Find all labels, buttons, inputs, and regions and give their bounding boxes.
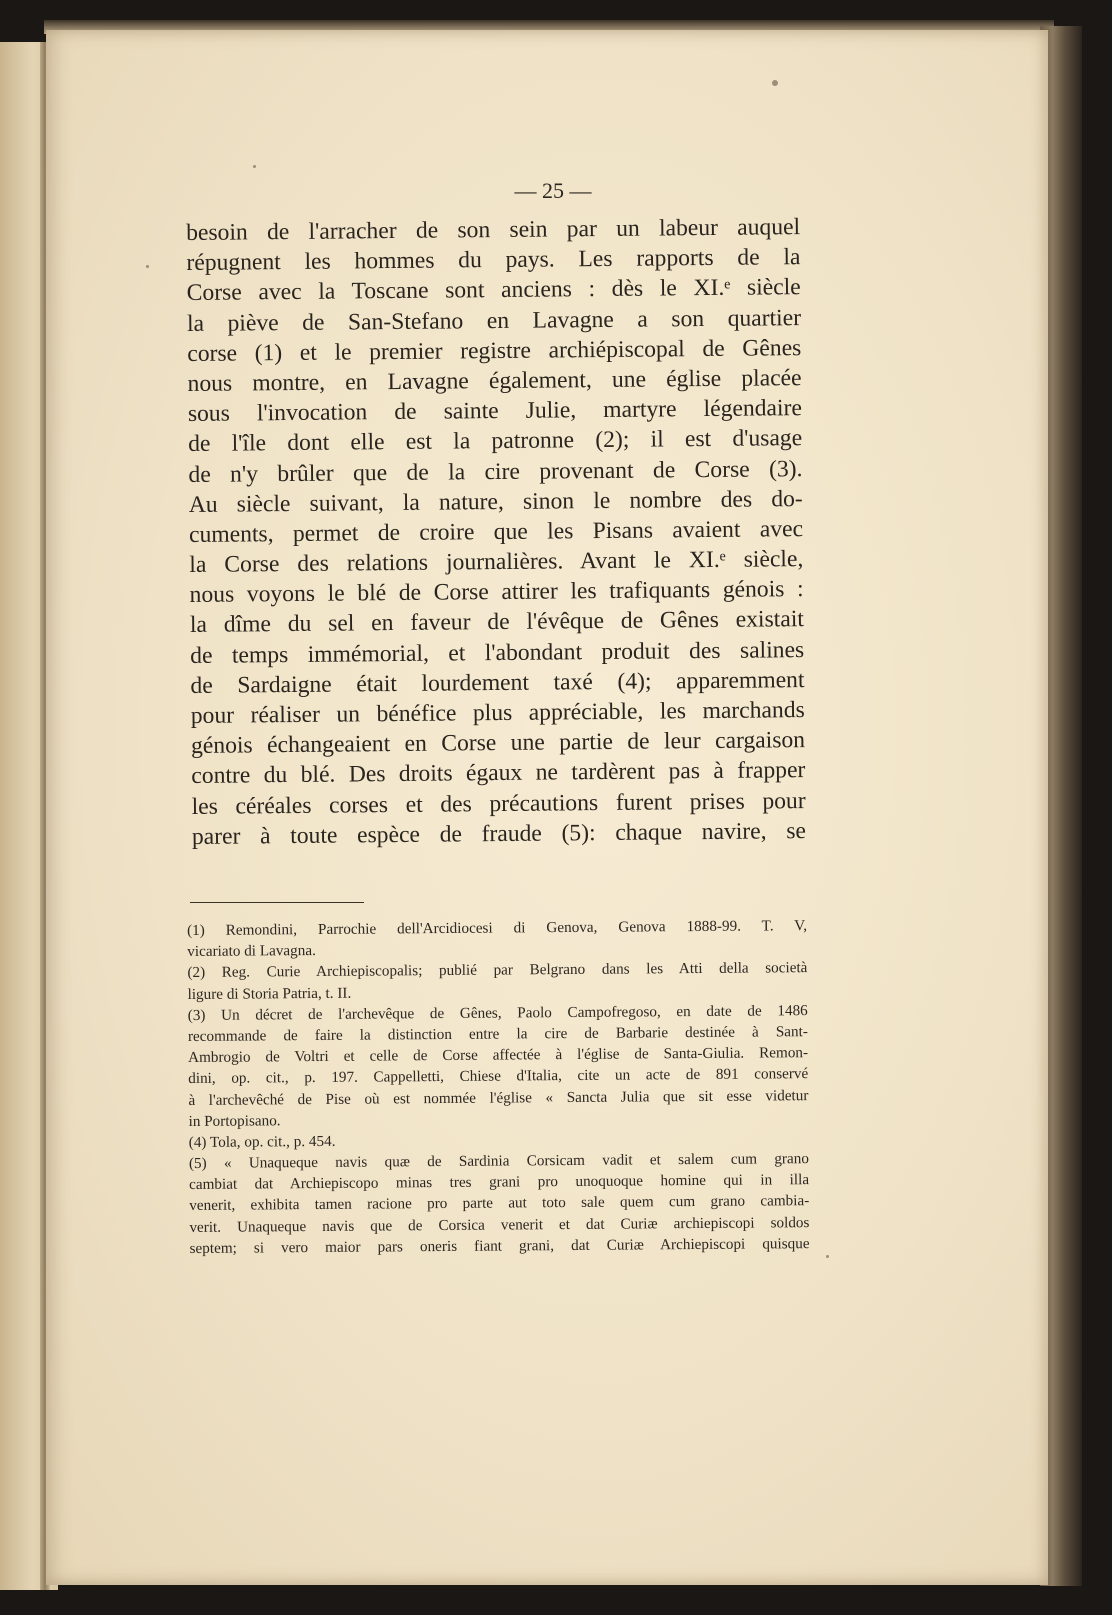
footnote-line: (2) Reg. Curie Archiepiscopalis; publié par Belgrano dans les Atti della società: [187, 959, 808, 982]
footnote-line: (1) Remondini, Parrochie dell'Arcidiocesi di Genova, Genova 1888-99. T. V,: [187, 917, 808, 939]
body-line: Au siècle suivant, la nature, sinon le nombre des do-: [188, 485, 803, 518]
paper-spot: [772, 80, 778, 86]
body-line: les céréales corses et des précautions furent prises pour: [191, 787, 806, 820]
page-number: — 25 —: [514, 178, 592, 203]
body-line: parer à toute espèce de fraude (5): chaque navire, se: [191, 817, 807, 850]
footnote-line: (3) Un décret de l'archevêque de Gênes, Paolo Campofregoso, en date de 1486: [187, 1001, 808, 1024]
body-line: la piève de San-Stefano en Lavagne a son quartier: [186, 304, 802, 337]
footnote-line: septem; si vero maior pars oneris fiant grani, dat Curiæ Archiepiscopi quisque: [189, 1234, 810, 1257]
body-line: de n'y brûler que de la cire provenant de Corse (3).: [188, 455, 803, 488]
body-line: nous montre, en Lavagne également, une église placée: [187, 365, 802, 397]
body-line: de l'île dont elle est la patronne (2); il est d'usage: [188, 425, 803, 458]
body-line: cuments, permet de croire que les Pisans avaient avec: [188, 515, 804, 548]
book-page: [46, 30, 1048, 1585]
footnote-line: cambiat dat Archiepiscopo minas tres grani pro unoquoque homine qui in illa: [189, 1171, 810, 1194]
footnote-line: venerit, exhibita tamen racione pro parte aut toto sale quem cum grano cambia-: [189, 1192, 810, 1215]
body-line: contre du blé. Des droits égaux ne tardèrent pas à frapper: [191, 757, 806, 790]
body-line: sous l'invocation de sainte Julie, martyre légendaire: [187, 395, 802, 428]
footnote-separator: [190, 902, 364, 903]
paper-spot: [253, 165, 256, 168]
body-line: de Sardaigne était lourdement taxé (4); apparemment: [190, 666, 805, 699]
footnote-line: (5) « Unaqueque navis quæ de Sardinia Corsicam vadit et salem cum grano: [188, 1150, 809, 1173]
body-line: la dîme du sel en faveur de l'évêque de Gênes existait: [189, 606, 805, 639]
footnote-line: recommande de faire la distinction entre la cire de Barbarie destinée à Sant-: [187, 1023, 808, 1045]
body-line: répugnent les hommes du pays. Les rapports de la: [186, 244, 801, 277]
footnote-line: ligure di Storia Patria, t. II.: [187, 984, 352, 1003]
footnote-line: dini, op. cit., p. 197. Cappelletti, Chiese d'Italia, cite un acte de 891 conservé: [188, 1065, 809, 1088]
body-line: de temps immémorial, et l'abondant produit des salines: [190, 636, 805, 669]
body-line: pour réaliser un bénéfice plus appréciable, les marchands: [190, 697, 805, 729]
body-line: la Corse des relations journalières. Avant le XI.ᵉ siècle,: [189, 546, 804, 579]
body-line: nous voyons le blé de Corse attirer les trafiquants génois :: [189, 576, 804, 609]
paper-spot: [826, 1255, 829, 1258]
body-text: [186, 212, 806, 852]
footnote-line: vicariato di Lavagna.: [187, 942, 316, 961]
footnote-line: verit. Unaqueque navis que de Corsica venerit et dat Curiæ archiepiscopi soldos: [189, 1213, 810, 1236]
body-line: génois échangeaient en Corse une partie de leur cargaison: [190, 727, 806, 760]
body-line: corse (1) et le premier registre archiépiscopal de Gênes: [187, 334, 802, 367]
body-line: besoin de l'arracher de son sein par un labeur auquel: [186, 214, 801, 246]
footnote-line: in Portopisano.: [188, 1111, 281, 1130]
footnote-line: à l'archevêché de Pise où est nommée l'église « Sancta Julia que sit esse videtur: [188, 1086, 809, 1109]
footnotes: [187, 915, 810, 1259]
body-line: Corse avec la Toscane sont anciens : dès le XI.ᵉ siècle: [186, 274, 801, 307]
footnote-line: Ambrogio de Voltri et celle de Corse affectée à l'église de Santa-Giulia. Remon-: [188, 1044, 809, 1067]
paper-spot: [146, 265, 149, 268]
footnote-line: (4) Tola, op. cit., p. 454.: [188, 1132, 336, 1151]
